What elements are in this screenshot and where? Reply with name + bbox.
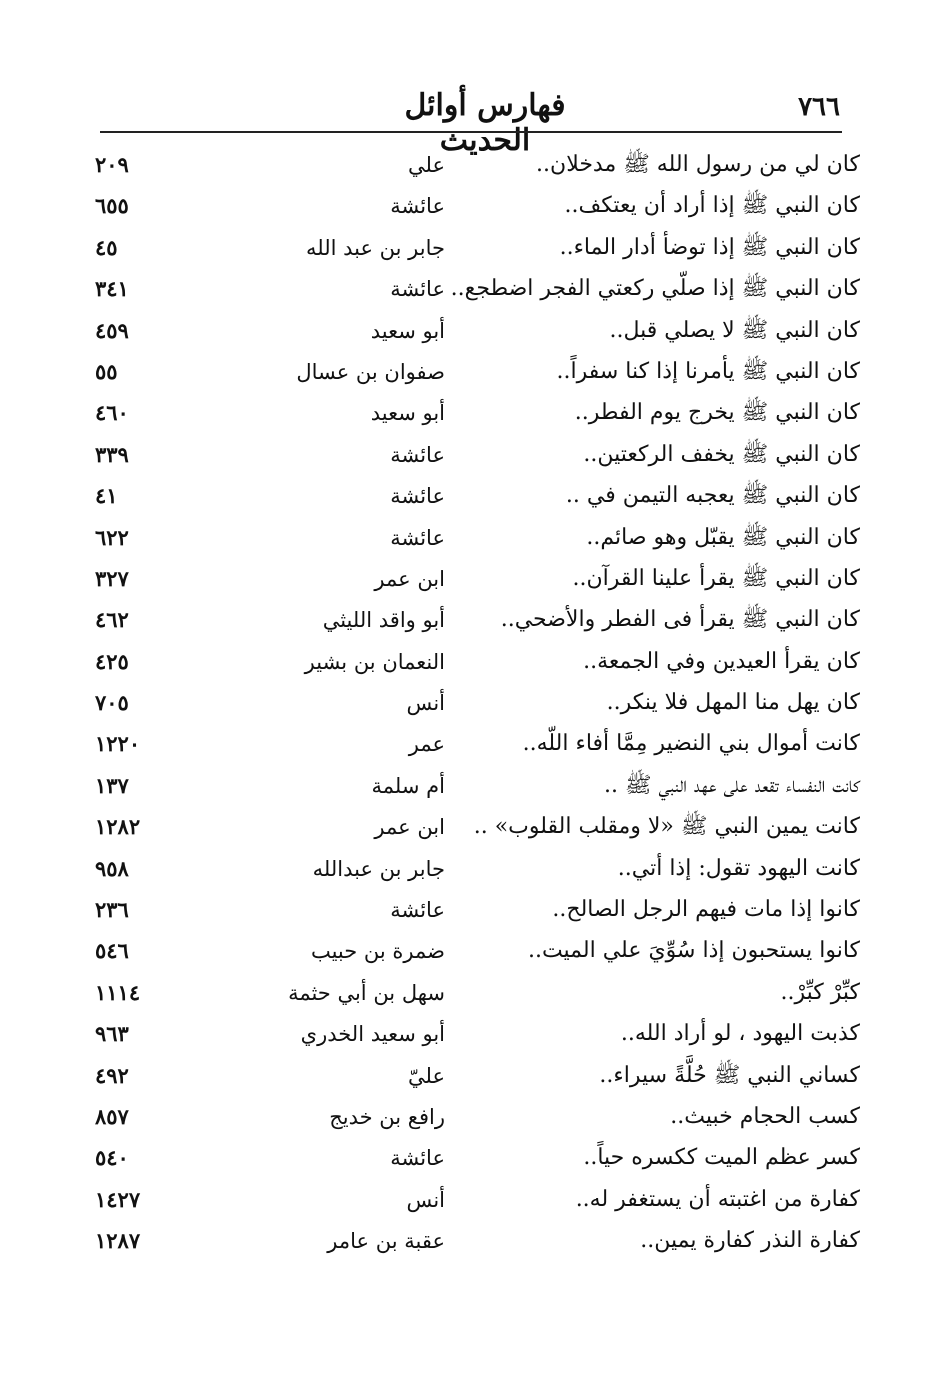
header-rule <box>100 131 842 133</box>
hadith-number: ٤٢٥ <box>95 648 129 674</box>
list-item <box>95 932 860 973</box>
hadith-number: ٩٥٨ <box>95 855 129 881</box>
hadith-number: ٣٢٧ <box>95 565 129 591</box>
hadith-opening-text: كان يقرأ العيدين وفي الجمعة.. <box>583 648 860 674</box>
hadith-opening-text: كانوا يستحبون إذا سُوِّيَ علي الميت.. <box>527 938 860 964</box>
hadith-number: ٥٥ <box>95 358 118 384</box>
narrator-name: عليّ <box>408 1063 445 1088</box>
narrator-name: عائشة <box>390 442 445 467</box>
narrator-name: عمر <box>408 732 445 757</box>
narrator-name: سهل بن أبي حثمة <box>288 980 445 1005</box>
hadith-opening-text: كان النبي ﷺ إذا توضأ أدار الماء.. <box>559 234 860 260</box>
narrator-name: ابن عمر <box>374 815 445 840</box>
narrator-name: عائشة <box>390 277 445 302</box>
hadith-opening-text: كان النبي ﷺ يأمرنا إذا كنا سفراً.. <box>556 358 860 384</box>
narrator-name: صفوان بن عسال <box>296 359 445 384</box>
list-item <box>95 891 860 932</box>
list-item <box>95 187 860 228</box>
hadith-opening-text: كانت أموال بني النضير مِمَّا أفاء اللّه.. <box>522 731 860 757</box>
hadith-opening-text: كساني النبي ﷺ حُلَّةً سيراء.. <box>599 1062 860 1088</box>
narrator-name: علي <box>408 153 445 177</box>
list-item <box>95 312 860 353</box>
page-header <box>100 88 860 158</box>
narrator-name: رافع بن خديج <box>329 1104 445 1129</box>
list-item <box>95 353 860 394</box>
hadith-opening-text: كسر عظم الميت ككسره حياً.. <box>583 1145 860 1171</box>
narrator-name: أم سلمة <box>371 773 445 798</box>
hadith-opening-text: كان النبي ﷺ يخرج يوم الفطر.. <box>574 400 860 426</box>
narrator-name: النعمان بن بشير <box>304 649 445 674</box>
hadith-opening-text: كذبت اليهود ، لو أراد الله.. <box>620 1021 860 1047</box>
list-item <box>95 394 860 435</box>
hadith-number: ٤٦٠ <box>95 400 129 426</box>
list-item <box>95 850 860 891</box>
hadith-opening-text: كبِّرْ كبِّرْ.. <box>780 979 860 1005</box>
hadith-number: ٢٣٦ <box>95 897 129 923</box>
hadith-number: ٦٥٥ <box>95 193 129 219</box>
narrator-name: عائشة <box>390 484 445 509</box>
hadith-number: ٤٥٩ <box>95 317 129 343</box>
hadith-opening-text: كفارة النذر كفارة يمين.. <box>640 1228 860 1254</box>
hadith-number: ٥٤٠ <box>95 1145 129 1171</box>
hadith-number: ١٢٨٢ <box>95 814 141 840</box>
hadith-number: ٤١ <box>95 483 118 509</box>
narrator-name: أبو سعيد <box>370 318 445 343</box>
hadith-opening-text: كان النبي ﷺ لا يصلي قبل.. <box>609 317 860 343</box>
list-item <box>95 1098 860 1139</box>
list-item <box>95 146 860 187</box>
hadith-number: ٦٢٢ <box>95 524 129 550</box>
hadith-opening-text: كان النبي ﷺ يقرأ علينا القرآن.. <box>572 565 860 591</box>
list-item <box>95 974 860 1015</box>
narrator-name: أبو سعيد <box>370 401 445 426</box>
hadith-number: ٣٣٩ <box>95 441 129 467</box>
page-number: ٧٦٦ <box>798 92 840 122</box>
hadith-number: ٤٥ <box>95 234 118 260</box>
list-item <box>95 1139 860 1180</box>
hadith-number: ٨٥٧ <box>95 1103 129 1129</box>
narrator-name: عائشة <box>390 194 445 219</box>
narrator-name: عائشة <box>390 525 445 550</box>
list-item <box>95 684 860 725</box>
list-item <box>95 767 860 808</box>
hadith-number: ٧٠٥ <box>95 690 129 716</box>
hadith-number: ٩٦٣ <box>95 1021 129 1047</box>
list-item <box>95 270 860 311</box>
hadith-opening-text: كسب الحجام خبيث.. <box>670 1103 860 1129</box>
list-item <box>95 725 860 766</box>
hadith-opening-text: كان لي من رسول الله ﷺ مدخلان.. <box>536 152 860 177</box>
hadith-opening-text: كان النبي ﷺ يعجبه التيمن في .. <box>565 483 860 509</box>
hadith-number: ٢٠٩ <box>95 152 129 177</box>
hadith-number: ١٤٢٧ <box>95 1186 141 1212</box>
hadith-number: ١٢٢٠ <box>95 731 141 757</box>
hadith-opening-text: كان النبي ﷺ يقبّل وهو صائم.. <box>586 524 860 550</box>
list-item <box>95 560 860 601</box>
hadith-opening-text: كان النبي ﷺ إذا أراد أن يعتكف.. <box>564 193 860 219</box>
hadith-opening-text: كانت يمين النبي ﷺ «لا ومقلب القلوب» .. <box>473 814 860 840</box>
hadith-opening-text: كان النبي ﷺ يقرأ فى الفطر والأضحي.. <box>500 607 860 633</box>
hadith-opening-text: كان يهل منا المهل فلا ينكر.. <box>606 690 860 716</box>
list-item <box>95 436 860 477</box>
hadith-opening-text: كفارة من اغتبته أن يستغفر له.. <box>575 1186 860 1212</box>
narrator-name: أنس <box>406 1187 445 1212</box>
hadith-number: ٣٤١ <box>95 276 129 302</box>
narrator-name: أبو سعيد الخدري <box>300 1022 445 1047</box>
list-item <box>95 229 860 270</box>
narrator-name: عائشة <box>390 898 445 923</box>
hadith-number: ٤٩٢ <box>95 1062 129 1088</box>
hadith-number: ٤٦٢ <box>95 607 129 633</box>
narrator-name: جابر بن عبد الله <box>305 235 445 260</box>
narrator-name: جابر بن عبدالله <box>312 856 445 881</box>
narrator-name: ضمرة بن حبيب <box>310 939 445 964</box>
hadith-opening-text: كانت اليهود تقول: إذا أتي.. <box>617 855 860 881</box>
list-item <box>95 1015 860 1056</box>
list-item <box>95 643 860 684</box>
list-item <box>95 808 860 849</box>
hadith-number: ١١١٤ <box>95 979 141 1005</box>
narrator-name: أبو واقد الليثي <box>322 608 445 633</box>
list-item <box>95 477 860 518</box>
list-item <box>95 1057 860 1098</box>
narrator-name: عقبة بن عامر <box>327 1229 445 1254</box>
list-item <box>95 1181 860 1222</box>
hadith-opening-text: كانت النفساء تقعد على عهد النبي ﷺ .. <box>604 772 860 798</box>
hadith-opening-text: كان النبي ﷺ إذا صلّي ركعتي الفجر اضطجع.. <box>450 276 860 302</box>
list-item <box>95 601 860 642</box>
narrator-name: ابن عمر <box>374 566 445 591</box>
hadith-opening-text: كان النبي ﷺ يخفف الركعتين.. <box>583 441 860 467</box>
hadith-number: ٥٤٦ <box>95 938 129 964</box>
list-item <box>95 519 860 560</box>
hadith-number: ١٢٨٧ <box>95 1228 141 1254</box>
list-item <box>95 1222 860 1263</box>
narrator-name: أنس <box>406 691 445 716</box>
narrator-name: عائشة <box>390 1146 445 1171</box>
hadith-index-list <box>95 146 860 1264</box>
hadith-opening-text: كانوا إذا مات فيهم الرجل الصالح.. <box>552 897 860 923</box>
hadith-number: ١٣٧ <box>95 772 129 798</box>
page-title: فهارس أوائل الحديث <box>404 88 566 158</box>
